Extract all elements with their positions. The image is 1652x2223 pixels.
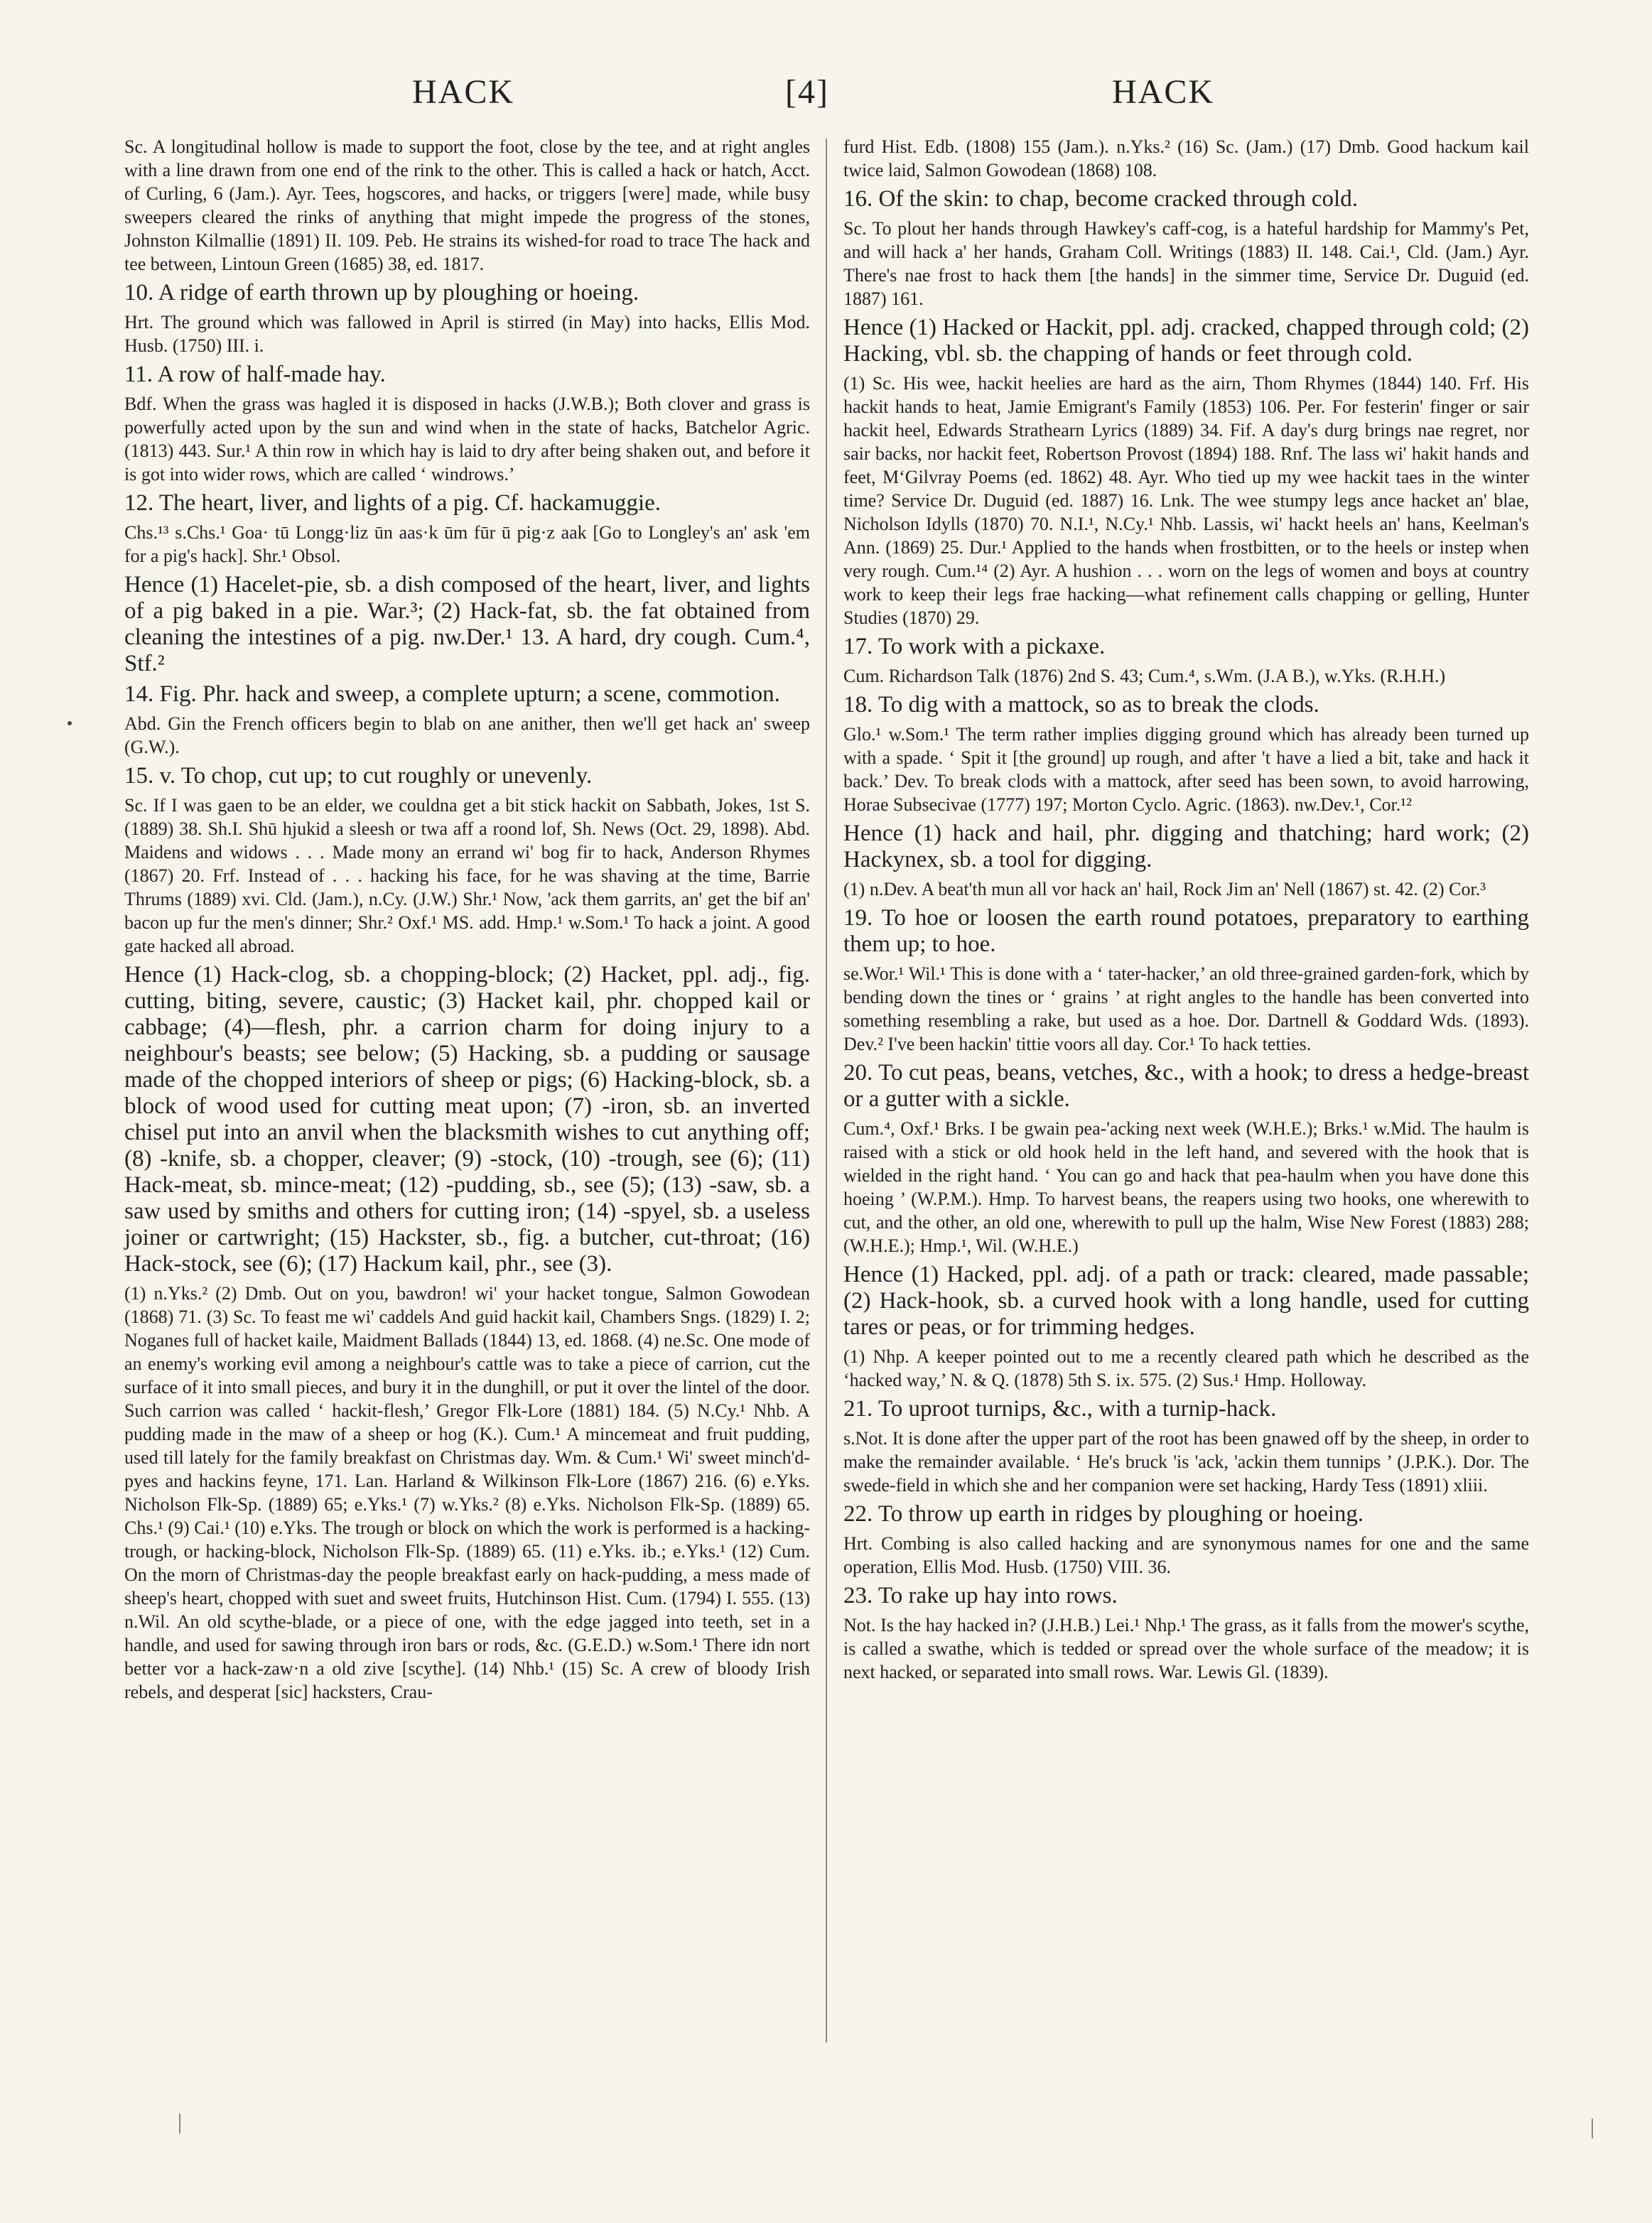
sense-paragraph: Hence (1) Hack-clog, sb. a chopping-block; (2) Hacket, ppl. adj., fig. cutting, biting, severe, caustic; (3) Hacket kail, phr. chopped kail or cabbage; (4)—flesh, phr. a carrion charm for doing injury to a neighbour's beasts; see below; (5) Hacking, sb. a pudding or sausage made of the chopped interiors of sheep or pigs; (6) Hacking-block, sb. a block of wood used for cutting meat upon; (7) -iron, sb. an inverted chisel put into an anvil when the blacksmith wishes to cut anything off; (8) -knife, sb. a chopper, cleaver; (9) -stock, (10) -trough, see (6); (11) Hack-meat, sb. mince-meat; (12) -pudding, sb., see (5); (13) -saw, sb. a saw used by smiths and others for cutting iron; (14) -spyel, sb. a useless joiner or cartwright; (15) Hackster, sb., fig. a butcher, cut-throat; (16) Hack-stock, see (6); (17) Hackum kail, phr., see (3). <box>124 962 810 1277</box>
sense-paragraph: 15. v. To chop, cut up; to cut roughly or unevenly. <box>124 763 593 789</box>
sense-paragraph: Hence (1) Hacelet-pie, sb. a dish composed of the heart, liver, and lights of a pig baked in a pie. War.³; (2) Hack-fat, sb. the fat obtained from cleaning the intestines of a pig. nw.Der.¹ 13. A hard, dry cough. Cum.⁴, Stf.² <box>124 572 810 676</box>
citation-paragraph: Bdf. When the grass was hagled it is disposed in hacks (J.W.B.); Both clover and grass is powerfully acted upon by the sun and wind when in the state of hacks, Batchelor Agric. (1813) 443. Sur.¹ A thin row in which hay is laid to dry after being shaken out, and before it is got into wider rows, which are called ‘ windrows.’ <box>124 394 810 485</box>
citation-paragraph: Sc. If I was gaen to be an elder, we couldna get a bit stick hackit on Sabbath, Jokes, 1st S. (1889) 38. Sh.I. Shū hjukid a sleesh or twa aff a roond lof, Sh. News (Oct. 29, 1898). Abd. Maidens and widows . . . Made mony an errand wi' bog fir to hack, Anderson Rhymes (1867) 20. Frf. Instead of . . . hacking his face, for he was shaving at the time, Barrie Thrums (1889) xvi. Cld. (Jam.), n.Cy. (J.W.) Shr.¹ Now, 'ack them garrits, an' get the bif an' bacon up fur the men's dinner; Shr.² Oxf.¹ MS. add. Hmp.¹ w.Som.¹ To hack a joint. A good gate hacked all abroad. <box>124 795 810 956</box>
running-head-left: HACK <box>412 73 515 111</box>
sense-paragraph: 23. To rake up hay into rows. <box>843 1583 1118 1608</box>
sense-paragraph: 20. To cut peas, beans, vetches, &c., with a hook; to dress a hedge-breast or a gutter with a sickle. <box>843 1060 1529 1112</box>
running-head-right: HACK <box>1112 73 1215 111</box>
sense-paragraph: Hence (1) Hacked, ppl. adj. of a path or track: cleared, made passable; (2) Hack-hook, sb. a curved hook with a long handle, used for cutting tares or peas, or for trimming hedges. <box>843 1262 1529 1340</box>
sense-paragraph: 18. To dig with a mattock, so as to break the clods. <box>843 692 1319 718</box>
citation-paragraph: Chs.¹³ s.Chs.¹ Goa· tū Longg·liz ūn aas·k ūm fūr ū pig·z aak [Go to Longley's an' ask 'em for a pig's hack]. Shr.¹ Obsol. <box>124 522 810 566</box>
citation-paragraph: furd Hist. Edb. (1808) 155 (Jam.). n.Yks.² (16) Sc. (Jam.) (17) Dmb. Good hackum kail twice laid, Salmon Gowodean (1868) 108. <box>843 136 1529 180</box>
margin-dot <box>68 721 72 725</box>
sense-paragraph: 16. Of the skin: to chap, become cracked through cold. <box>843 186 1358 212</box>
sense-paragraph: Hence (1) hack and hail, phr. digging and thatching; hard work; (2) Hackynex, sb. a tool for digging. <box>843 821 1529 872</box>
sense-paragraph: 19. To hoe or loosen the earth round potatoes, preparatory to earthing them up; to hoe. <box>843 905 1529 957</box>
citation-paragraph: Hrt. Combing is also called hacking and are synonymous names for one and the same operation, Ellis Mod. Husb. (1750) VIII. 36. <box>843 1533 1529 1577</box>
sense-paragraph: 10. A ridge of earth thrown up by ploughing or hoeing. <box>124 280 639 305</box>
citation-paragraph: (1) Sc. His wee, hackit heelies are hard as the airn, Thom Rhymes (1844) 140. Frf. His hackit hands to heat, Jamie Emigrant's Family (1853) 106. Per. For festerin' finger or sair hackit heel, Edwards Strathearn Lyrics (1889) 34. Fif. A day's durg brings nae regret, nor sair backs, nor hackit feet, Robertson Provost (1894) 188. Rnf. The lass wi' hakit hands and feet, M‘Gilvray Poems (ed. 1862) 48. Ayr. Who tied up my wee hackit taes in the winter time? Service Dr. Duguid (ed. 1887) 16. Lnk. The wee stumpy legs ance hacket an' blae, Nicholson Idylls (1870) 70. N.I.¹, N.Cy.¹ Nhb. Lassis, wi' hackt heels an' hans, Keelman's Ann. (1869) 25. Dur.¹ Applied to the hands when frostbitten, or to the heels or instep when very rough. Cum.¹⁴ (2) Ayr. A hushion . . . worn on the legs of women and boys at country work to keep their legs frae hacking—what refinement calls chapping or gelling, Hunter Studies (1870) 29. <box>843 373 1529 628</box>
page-header <box>0 64 1652 121</box>
scan-mark <box>179 2114 180 2133</box>
citation-paragraph: Cum. Richardson Talk (1876) 2nd S. 43; Cum.⁴, s.Wm. (J.A B.), w.Yks. (R.H.H.) <box>843 666 1446 686</box>
citation-paragraph: (1) n.Dev. A beat'th mun all vor hack an' hail, Rock Jim an' Nell (1867) st. 42. (2) Cor.³ <box>843 879 1486 899</box>
citation-paragraph: Glo.¹ w.Som.¹ The term rather implies digging ground which has already been turned up with a spade. ‘ Spit it [the ground] up rough, and after 't have a lied a bit, take and hack it back.’ Dev. To break clods with a mattock, after seed has been sown, to avoid harrowing, Horae Subsecivae (1777) 197; Morton Cyclo. Agric. (1863). nw.Dev.¹, Cor.¹² <box>843 724 1529 815</box>
scan-mark <box>1592 2119 1593 2138</box>
citation-paragraph: Abd. Gin the French officers begin to blab on ane anither, then we'll get hack an' sweep (G.W.). <box>124 713 810 757</box>
citation-paragraph: (1) Nhp. A keeper pointed out to me a recently cleared path which he described as the ‘hacked way,’ N. & Q. (1878) 5th S. ix. 575. (2) Sus.¹ Hmp. Holloway. <box>843 1346 1529 1390</box>
citation-paragraph: se.Wor.¹ Wil.¹ This is done with a ‘ tater-hacker,’ an old three-grained garden-fork, which by bending down the tines or ‘ grains ’ at right angles to the handle has been converted into something resembling a rake, but used as a hoe. Dor. Dartnell & Goddard Wds. (1893). Dev.² I've been hackin' tittie voors all day. Cor.¹ To hack tetties. <box>843 963 1529 1054</box>
citation-paragraph: Not. Is the hay hacked in? (J.H.B.) Lei.¹ Nhp.¹ The grass, as it falls from the mower's scythe, is called a swathe, which is tedded or spread over the whole surface of the meadow; it is next hacked, or separated into small rows. War. Lewis Gl. (1839). <box>843 1615 1529 1682</box>
column-divider <box>826 139 827 2043</box>
sense-paragraph: Hence (1) Hacked or Hackit, ppl. adj. cracked, chapped through cold; (2) Hacking, vbl. sb. the chapping of hands or feet through cold. <box>843 315 1529 367</box>
sense-paragraph: 14. Fig. Phr. hack and sweep, a complete upturn; a scene, commotion. <box>124 681 780 707</box>
page-number: [4] <box>785 73 829 111</box>
sense-paragraph: 21. To uproot turnips, &c., with a turnip-hack. <box>843 1396 1277 1422</box>
sense-paragraph: 17. To work with a pickaxe. <box>843 634 1106 659</box>
sense-paragraph: 11. A row of half-made hay. <box>124 362 386 387</box>
sense-paragraph: 22. To throw up earth in ridges by ploughing or hoeing. <box>843 1501 1364 1527</box>
citation-paragraph: Sc. A longitudinal hollow is made to support the foot, close by the tee, and at right angles with a line drawn from one end of the rink to the other. This is called a hack or hatch, Acct. of Curling, 6 (Jam.). Ayr. Tees, hogscores, and hacks, or triggers [were] made, while busy sweepers cleared the rinks of anything that might impede the progress of the stones, Johnston Kilmallie (1891) II. 109. Peb. He strains its wished-for road to trace The hack and tee between, Lintoun Green (1685) 38, ed. 1817. <box>124 136 810 274</box>
left-column <box>124 135 810 1708</box>
citation-paragraph: Cum.⁴, Oxf.¹ Brks. I be gwain pea-'acking next week (W.H.E.); Brks.¹ w.Mid. The haulm is raised with a stick or old hook held in the left hand, and severed with the hook that is wielded in the right hand. ‘ You can go and hack that pea-haulm when you have done this hoeing ’ (W.P.M.). Hmp. To harvest beans, the reapers using two hooks, one wherewith to cut, and the other, an old one, wherewith to pull up the halm, Wise New Forest (1883) 288; (W.H.E.); Hmp.¹, Wil. (W.H.E.) <box>843 1118 1529 1256</box>
citation-paragraph: s.Not. It is done after the upper part of the root has been gnawed off by the sheep, in order to make the remainder available. ‘ He's bruck 'is 'ack, 'ackin them tunnips ’ (J.P.K.). Dor. The swede-field in which she and her companion were set hacking, Hardy Tess (1891) xliii. <box>843 1428 1529 1495</box>
citation-paragraph: Sc. To plout her hands through Hawkey's caff-cog, is a hateful hardship for Mammy's Pet, and will hack a' her hands, Graham Coll. Writings (1883) II. 148. Cai.¹, Cld. (Jam.) Ayr. There's nae frost to hack them [the hands] in the simmer time, Service Dr. Duguid (ed. 1887) 161. <box>843 218 1529 309</box>
citation-paragraph: Hrt. The ground which was fallowed in April is stirred (in May) into hacks, Ellis Mod. Husb. (1750) III. i. <box>124 312 810 356</box>
right-column <box>843 135 1529 1688</box>
sense-paragraph: 12. The heart, liver, and lights of a pig. Cf. hackamuggie. <box>124 490 662 516</box>
citation-paragraph: (1) n.Yks.² (2) Dmb. Out on you, bawdron! wi' your hacket tongue, Salmon Gowodean (1868) 71. (3) Sc. To feast me wi' caddels And guid hackit kail, Chambers Sngs. (1829) I. 2; Noganes full of hacket kaile, Maidment Ballads (1844) 13, ed. 1868. (4) ne.Sc. One mode of an enemy's working evil among a neighbour's cattle was to take a piece of carrion, cut the surface of it into small pieces, and bury it in the dunghill, or put it over the lintel of the door. Such carrion was called ‘ hackit-flesh,’ Gregor Flk-Lore (1881) 184. (5) N.Cy.¹ Nhb. A pudding made in the maw of a sheep or hog (K.). Cum.¹ A mincemeat and fruit pudding, used till lately for the family breakfast on Christmas day. Wm. & Cum.¹ Wi' sweet minch'd-pyes and hackins feyne, 171. Lan. Harland & Wilkinson Flk-Lore (1867) 216. (6) e.Yks. Nicholson Flk-Sp. (1889) 65; e.Yks.¹ (7) w.Yks.² (8) e.Yks. Nicholson Flk-Sp. (1889) 65. Chs.¹ (9) Cai.¹ (10) e.Yks. The trough or block on which the work is performed is a hacking-trough, or hacking-block, Nicholson Flk-Sp. (1889) 65. (11) e.Yks. ib.; e.Yks.¹ (12) Cum. On the morn of Christmas-day the people breakfast early on hack-pudding, a mess made of sheep's heart, chopped with suet and sweet fruits, Hutchinson Hist. Cum. (1794) I. 555. (13) n.Wil. An old scythe-blade, or a piece of one, with the edge jagged into teeth, set in a handle, and used for sawing through iron bars or rods, &c. (G.E.D.) w.Som.¹ There idn nort better vor a hack-zaw·n a old zive [scythe]. (14) Nhb.¹ (15) Sc. A crew of bloody Irish rebels, and desperat [sic] hacksters, Crau- <box>124 1283 810 1702</box>
